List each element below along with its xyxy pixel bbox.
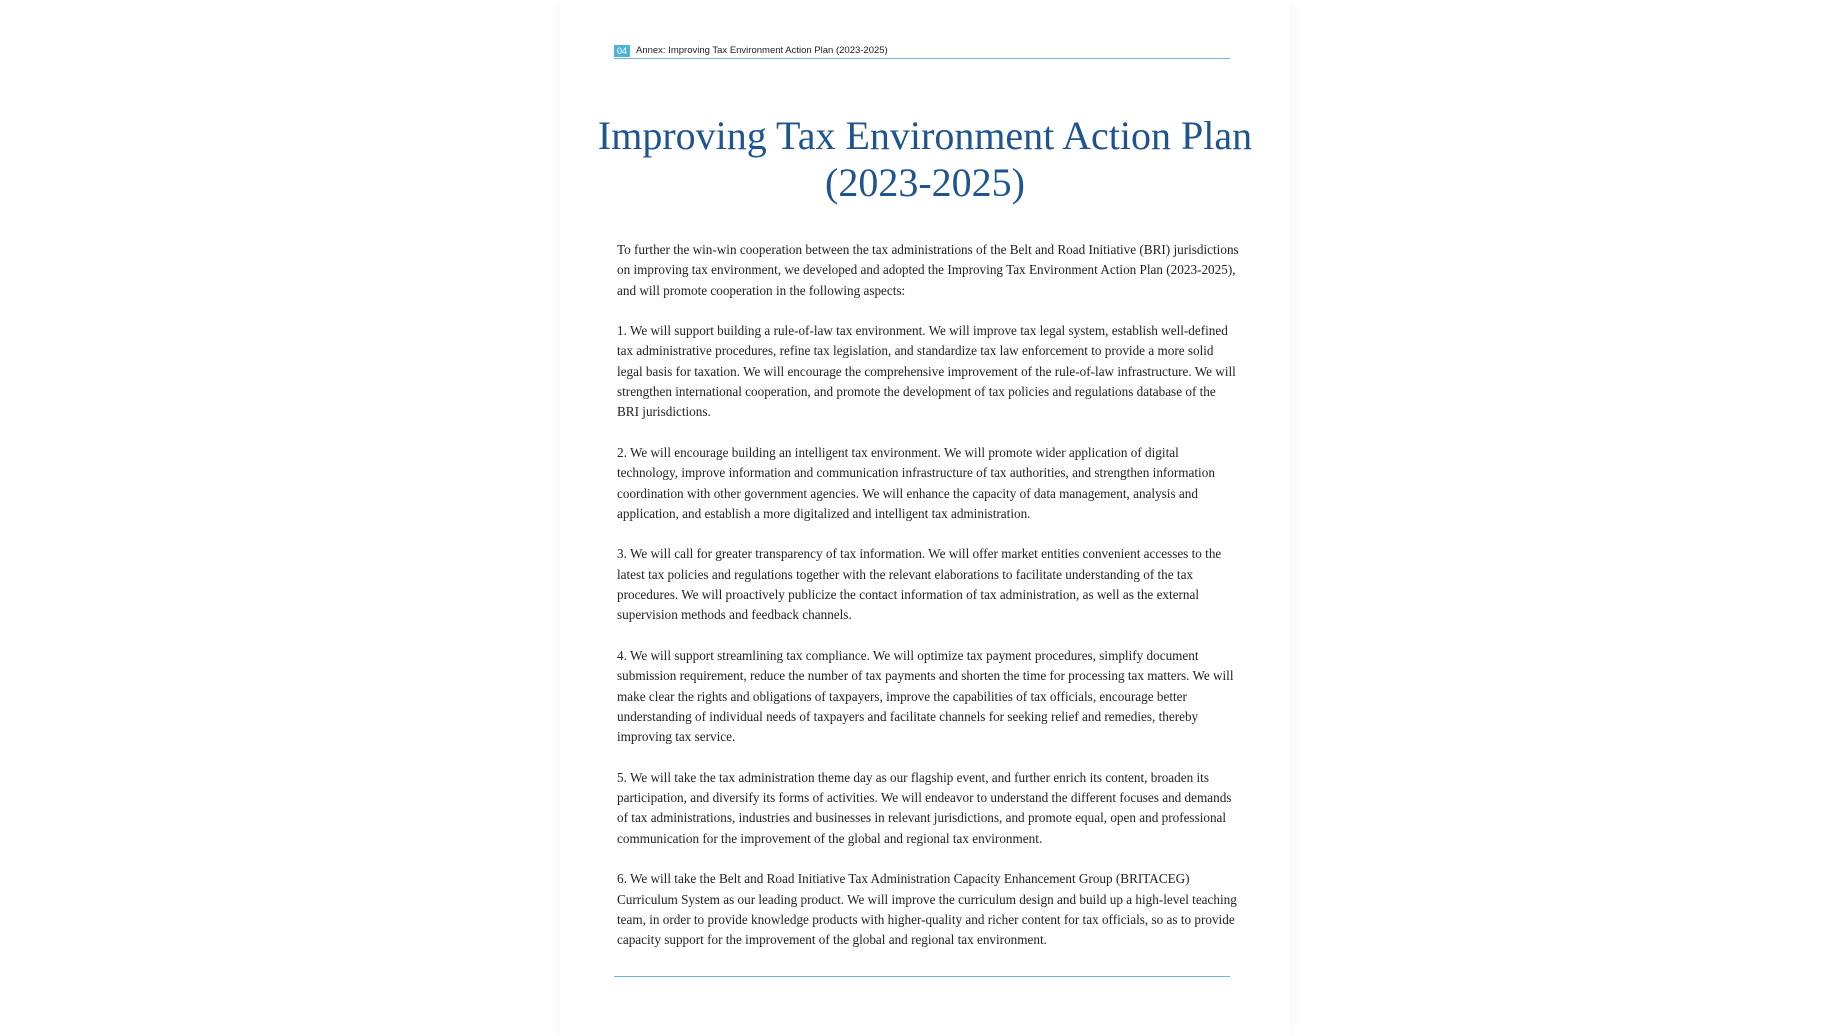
action-item-5: 5. We will take the tax administration theme day as our flagship event, and further enrich its content, broaden its participation, and diversify its forms of activities. We will endeavor to understand the different focuses and demands of tax administrations, industries and businesses in relevant jurisdictions, and promote equal, open and professional communication for the improvement of the global and regional tax environment. [617, 769, 1232, 846]
page-title-line-2: (2023-2025) [825, 160, 1025, 205]
page-title [560, 112, 1290, 206]
action-item-2: 2. We will encourage building an intelligent tax environment. We will promote wider application of digital technology, improve information and communication infrastructure of tax authorities, and strengthen information coordination with other government agencies. We will enhance the capacity of data management, analysis and application, and establish a more digitalized and intelligent tax administration. [617, 444, 1215, 521]
document-body [617, 240, 1241, 971]
running-title: Annex: Improving Tax Environment Action Plan (2023-2025) [636, 45, 888, 56]
document-page [560, 0, 1290, 1036]
action-item-4: 4. We will support streamlining tax compliance. We will optimize tax payment procedures, simplify document submission requirement, reduce the number of tax payments and shorten the time for processing tax matters. We will make clear the rights and obligations of taxpayers, improve the capabilities of tax officials, encourage better understanding of individual needs of taxpayers and facilitate channels for seeking relief and remedies, thereby improving tax service. [617, 647, 1234, 745]
action-item-3: 3. We will call for greater transparency of tax information. We will offer market entities convenient accesses to the latest tax policies and regulations together with the relevant elaborations to facilitate understanding of the tax procedures. We will proactively publicize the contact information of tax administration, as well as the external supervision methods and feedback channels. [617, 546, 1222, 623]
intro-paragraph: To further the win-win cooperation between the tax administrations of the Belt and Road Initiative (BRI) jurisdictions on improving tax environment, we developed and adopted the Improving Tax Environment Action Plan (2023-2025), and will promote cooperation in the following aspects: [617, 242, 1239, 298]
footer-divider [614, 976, 1230, 977]
running-header [614, 44, 1230, 59]
action-item-6: 6. We will take the Belt and Road Initiative Tax Administration Capacity Enhancement Group (BRITACEG) Curriculum System as our leading product. We will improve the curriculum design and build up a high-level teaching team, in order to provide knowledge products with higher-quality and richer content for tax officials, so as to provide capacity support for the improvement of the global and regional tax environment. [617, 871, 1237, 948]
action-item-1: 1. We will support building a rule-of-law tax environment. We will improve tax legal system, establish well-defined tax administrative procedures, refine tax legislation, and standardize tax law enforcement to provide a more solid legal basis for taxation. We will encourage the comprehensive improvement of the rule-of-law infrastructure. We will strengthen international cooperation, and promote the development of tax policies and regulations database of the BRI jurisdictions. [617, 323, 1236, 420]
page-title-line-1: Improving Tax Environment Action Plan [597, 113, 1253, 158]
page-number-badge: 04 [614, 45, 630, 57]
